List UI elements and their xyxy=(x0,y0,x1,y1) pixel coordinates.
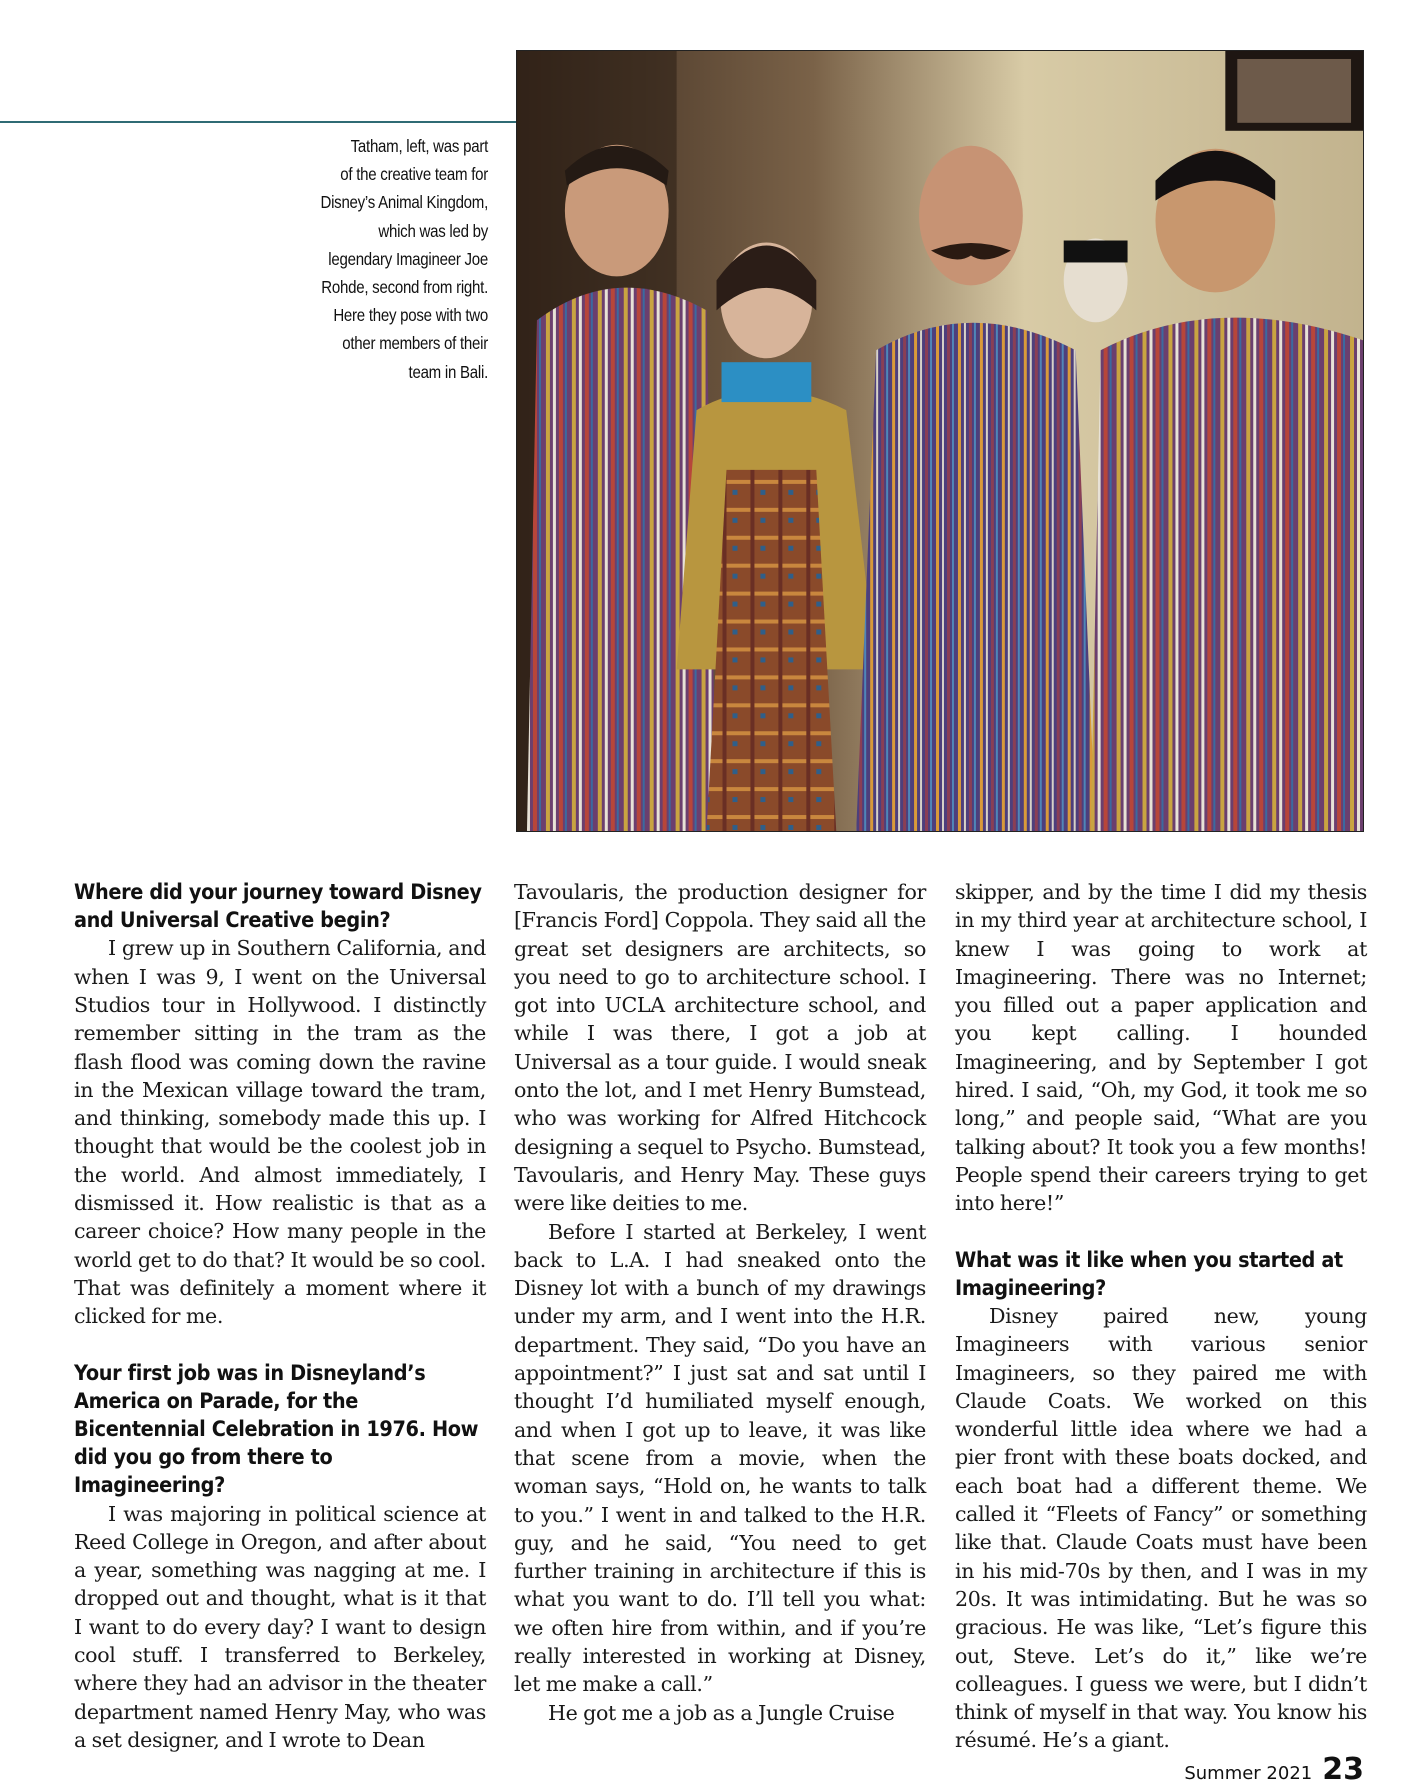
article-column-2 xyxy=(514,878,926,1727)
photo-caption xyxy=(318,132,488,386)
answer-paragraph: I was majoring in political science at Reed College in Oregon, and after about a year, something was nagging at me. I dropped out and thought, what is it that I want to do every day? I want to design cool stuff. I transferred to Berkeley, where they had an advisor in the theater department named Henry May, who was a set designer, and I wrote to Dean xyxy=(74,1501,486,1752)
group-photo-icon xyxy=(517,51,1363,831)
answer-paragraph: Tavoularis, the production designer for [Francis Ford] Coppola. They said all the great set designers are architects, so you need to go to architecture school. I got into UCLA architecture school, and while I was there, I got a job at Universal as a tour guide. I would sneak onto the lot, and I met Henry Bumstead, who was working for Alfred Hitchcock designing a sequel to Psycho. Bumstead, Tavoularis, and Henry May. These guys were like deities to me. xyxy=(514,880,926,1216)
article-column-1 xyxy=(74,878,486,1754)
caption-line: other members of their xyxy=(342,333,488,354)
caption-line: of the creative team for xyxy=(340,164,488,185)
caption-line: Here they pose with two xyxy=(333,305,488,326)
question-heading: What was it like when you started at Imagineering? xyxy=(955,1247,1343,1300)
caption-line: legendary Imagineer Joe xyxy=(328,248,488,269)
caption-line: Tatham, left, was part xyxy=(350,136,488,156)
answer-paragraph: skipper, and by the time I did my thesis in my third year at architecture school, I knew I was going to work at Imagineering. There was no Internet; you filled out a paper application and you kept calling. I hounded Imagineering, and by September I got hired. I said, “Oh, my God, it took me so long,” and people said, “What are you talking about? It took you a few months! People spend their careers trying to get into here!” xyxy=(955,880,1367,1216)
article-column-3 xyxy=(955,878,1367,1755)
caption-line: Rohde, second from right. xyxy=(321,277,488,298)
question-heading: Where did your journey toward Disney and Universal Creative begin? xyxy=(74,880,482,933)
issue-label: Summer 2021 xyxy=(1184,1763,1313,1784)
answer-paragraph: Before I started at Berkeley, I went back to L.A. I had sneaked onto the Disney lot with a bunch of my drawings under my arm, and I went into the H.R. department. They said, “Do you have an appointment?” I just sat and sat until I thought I’d humiliated myself enough, and when I got up to leave, it was like that scene from a movie, when the woman says, “Hold on, he wants to talk to you.” I went in and talked to the H.R. guy, and he said, “You need to get further training in architecture if this is what you want to do. I’ll tell you what: we often hire from within, and if you’re really interested in working at Disney, let me make a call.” xyxy=(514,1219,926,1697)
caption-line: team in Bali. xyxy=(408,361,488,382)
question-heading: Your first job was in Disneyland’s America on Parade, for the Bicentennial Celebration in 1976. How did you go from there to Imagineering? xyxy=(74,1360,479,1498)
page-number: 23 xyxy=(1322,1752,1364,1787)
caption-line: which was led by xyxy=(378,220,488,241)
answer-paragraph: Disney paired new, young Imagineers with various senior Imagineers, so they paired me with Claude Coats. We worked on this wonderful little idea where we had a pier front with these boats docked, and each boat had a different theme. We called it “Fleets of Fancy” or something like that. Claude Coats must have been in his mid-70s by then, and I was in my 20s. It was intimidating. But he was so gracious. He was like, “Let’s figure this out, Steve. Let’s do it,” like we’re colleagues. I guess we were, but I didn’t think of myself in that way. You know his résumé. He’s a giant. xyxy=(955,1303,1367,1753)
caption-line: Disney’s Animal Kingdom, xyxy=(320,192,488,213)
caption-rule-line xyxy=(0,121,516,123)
page-footer xyxy=(1184,1752,1364,1787)
group-photo xyxy=(516,50,1364,832)
answer-paragraph: He got me a job as a Jungle Cruise xyxy=(548,1700,895,1725)
answer-paragraph: I grew up in Southern California, and when I was 9, I went on the Universal Studios tour in Hollywood. I distinctly remember sitting in the tram as the flash flood was coming down the ravine in the Mexican village toward the tram, and thinking, somebody made this up. I thought that would be the coolest job in the world. And almost immediately, I dismissed it. How realistic is that as a career choice? How many people in the world get to do that? It would be so cool. That was definitely a moment where it clicked for me. xyxy=(74,936,486,1329)
